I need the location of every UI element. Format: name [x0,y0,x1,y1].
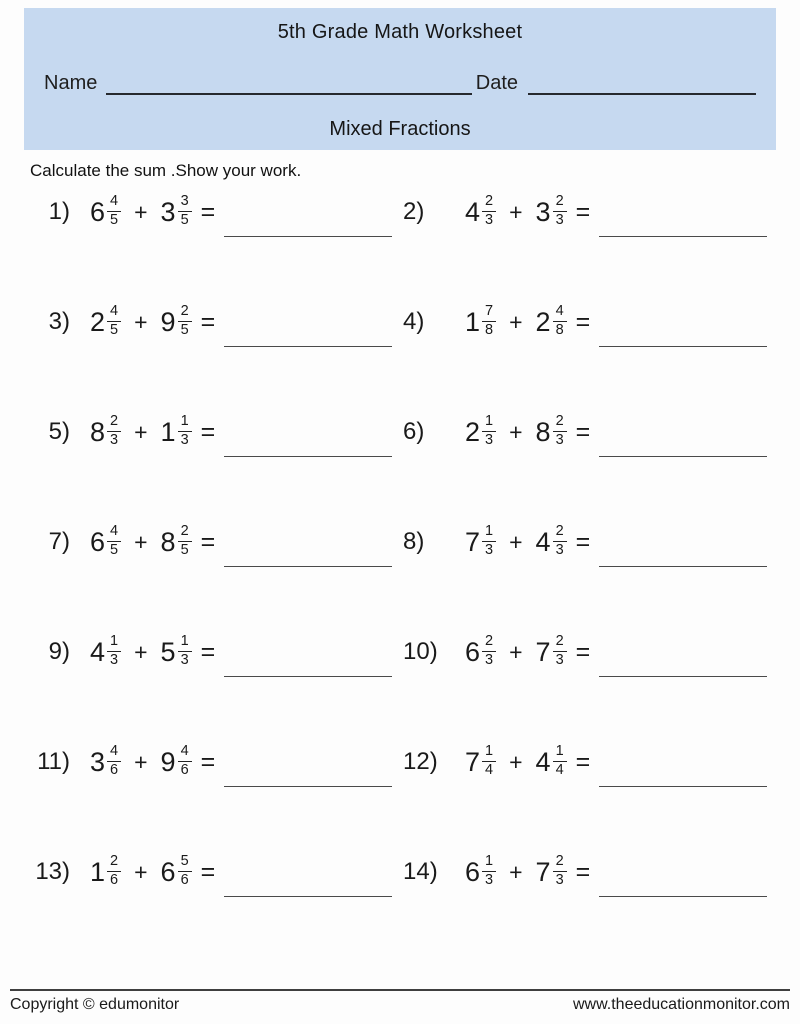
fraction-denominator: 6 [110,762,119,778]
mixed-number-second [535,412,567,449]
fraction-denominator: 5 [180,542,189,558]
problem-row-7 [18,487,403,597]
fraction-denominator: 3 [555,872,564,888]
fraction [553,524,567,558]
fraction-numerator: 2 [107,414,121,432]
fraction-numerator: 7 [482,304,496,322]
fraction-denominator: 5 [180,212,189,228]
problem-expression [90,632,392,669]
problem-expression [90,742,392,779]
problem-number: 3) [48,308,70,335]
fraction [107,854,121,888]
fraction [553,414,567,448]
fraction-denominator: 5 [110,542,119,558]
mixed-number-second [160,192,192,229]
worksheet-header [24,8,776,150]
fraction [178,414,192,448]
whole-number: 1 [90,856,106,887]
fraction [107,744,121,778]
problem-row-14 [403,817,788,927]
worksheet-subtitle: Mixed Fractions [329,118,471,140]
fraction-numerator: 4 [107,744,121,762]
plus-operator: + [134,638,148,665]
plus-operator: + [134,308,148,335]
problem-number: 4) [403,308,425,335]
fraction-numerator: 2 [553,194,567,212]
fraction [178,854,192,888]
mixed-number-second [535,852,567,889]
fraction-denominator: 8 [485,322,494,338]
fraction [178,634,192,668]
problem-expression [90,412,392,449]
fraction-numerator: 2 [553,634,567,652]
fraction-denominator: 4 [555,762,564,778]
whole-number: 7 [535,636,551,667]
mixed-number-second [535,522,567,559]
mixed-number-first [90,302,121,339]
equals-sign: = [200,417,216,446]
equals-sign: = [575,197,591,226]
fraction [553,744,567,778]
whole-number: 8 [90,416,106,447]
plus-operator: + [134,748,148,775]
fraction-denominator: 3 [555,542,564,558]
fraction [482,304,496,338]
whole-number: 4 [465,196,481,227]
fraction-denominator: 4 [485,762,494,778]
problem-number: 9) [48,638,70,665]
fraction-numerator: 4 [107,194,121,212]
fraction-numerator: 1 [482,744,496,762]
mixed-number-first [465,852,496,889]
whole-number: 6 [160,856,176,887]
fraction-numerator: 2 [482,194,496,212]
problem-row-4 [403,267,788,377]
fraction [107,524,121,558]
mixed-number-first [90,632,121,669]
fraction-denominator: 6 [110,872,119,888]
problem-expression [465,192,767,229]
problem-number: 14) [403,858,438,885]
problem-row-8 [403,487,788,597]
name-label: Name [44,72,98,94]
mixed-number-first [465,632,496,669]
problem-number: 2) [403,198,425,225]
fraction-denominator: 3 [485,652,494,668]
website-text: www.theeducationmonitor.com [573,996,790,1013]
whole-number: 9 [160,746,176,777]
answer-blank[interactable] [224,676,392,677]
fraction [107,304,121,338]
name-blank[interactable] [106,71,471,95]
name-date-row [24,71,776,95]
fraction [482,854,496,888]
equals-sign: = [200,747,216,776]
fraction-denominator: 3 [555,432,564,448]
equals-sign: = [200,637,216,666]
problem-expression [465,742,767,779]
plus-operator: + [509,858,523,885]
equals-sign: = [575,417,591,446]
problem-number: 7) [48,528,70,555]
fraction [553,854,567,888]
answer-blank[interactable] [224,346,392,347]
fraction-numerator: 2 [107,854,121,872]
fraction-numerator: 2 [553,854,567,872]
fraction-denominator: 8 [555,322,564,338]
whole-number: 6 [465,856,481,887]
equals-sign: = [575,527,591,556]
fraction-denominator: 6 [180,872,189,888]
equals-sign: = [200,197,216,226]
fraction-denominator: 3 [555,652,564,668]
mixed-number-first [465,742,496,779]
mixed-number-second [535,192,567,229]
mixed-number-second [535,742,567,779]
whole-number: 6 [465,636,481,667]
problem-row-11 [18,707,403,817]
fraction [553,194,567,228]
whole-number: 2 [90,306,106,337]
answer-blank[interactable] [224,786,392,787]
problem-number: 13) [35,858,70,885]
fraction-denominator: 3 [485,542,494,558]
problem-row-10 [403,597,788,707]
problem-number: 12) [403,748,438,775]
fraction [482,524,496,558]
fraction [178,524,192,558]
problem-row-2 [403,157,788,267]
whole-number: 4 [535,746,551,777]
whole-number: 7 [465,746,481,777]
problem-expression [465,632,767,669]
fraction-denominator: 3 [110,652,119,668]
answer-blank[interactable] [599,676,767,677]
answer-blank[interactable] [224,566,392,567]
page-footer [10,989,790,1014]
plus-operator: + [509,528,523,555]
fraction-denominator: 3 [485,432,494,448]
problems-grid [0,157,800,927]
whole-number: 3 [535,196,551,227]
whole-number: 2 [465,416,481,447]
problem-row-9 [18,597,403,707]
equals-sign: = [200,307,216,336]
mixed-number-first [90,852,121,889]
plus-operator: + [509,418,523,445]
plus-operator: + [134,198,148,225]
plus-operator: + [509,748,523,775]
fraction-numerator: 1 [482,854,496,872]
whole-number: 4 [90,636,106,667]
answer-blank[interactable] [599,896,767,897]
fraction-numerator: 1 [178,414,192,432]
fraction [107,634,121,668]
fraction [553,304,567,338]
fraction [553,634,567,668]
mixed-number-first [465,302,496,339]
problem-number: 6) [403,418,425,445]
whole-number: 8 [535,416,551,447]
problem-expression [90,522,392,559]
problem-expression [465,522,767,559]
date-label: Date [475,72,518,94]
fraction-numerator: 2 [553,524,567,542]
fraction-numerator: 1 [482,524,496,542]
problem-row-5 [18,377,403,487]
fraction-denominator: 3 [555,212,564,228]
whole-number: 1 [160,416,176,447]
fraction-numerator: 4 [178,744,192,762]
plus-operator: + [509,638,523,665]
problem-number: 5) [48,418,70,445]
fraction-numerator: 1 [107,634,121,652]
answer-blank[interactable] [599,346,767,347]
whole-number: 9 [160,306,176,337]
problem-expression [465,412,767,449]
whole-number: 8 [160,526,176,557]
fraction [482,414,496,448]
fraction-numerator: 1 [482,414,496,432]
equals-sign: = [575,637,591,666]
instruction-text: Calculate the sum .Show your work. [30,161,302,180]
plus-operator: + [134,528,148,555]
fraction-denominator: 3 [180,432,189,448]
whole-number: 1 [465,306,481,337]
problem-row-13 [18,817,403,927]
fraction-numerator: 1 [178,634,192,652]
fraction-denominator: 3 [180,652,189,668]
mixed-number-second [535,302,567,339]
fraction [482,634,496,668]
mixed-number-first [90,192,121,229]
plus-operator: + [509,308,523,335]
problem-row-1 [18,157,403,267]
fraction-numerator: 4 [553,304,567,322]
mixed-number-second [160,742,192,779]
mixed-number-first [465,412,496,449]
equals-sign: = [200,527,216,556]
whole-number: 3 [160,196,176,227]
equals-sign: = [575,307,591,336]
fraction-denominator: 6 [180,762,189,778]
mixed-number-first [465,522,496,559]
fraction-numerator: 4 [107,524,121,542]
problem-number: 10) [403,638,438,665]
worksheet-title: 5th Grade Math Worksheet [277,21,523,43]
mixed-number-second [160,412,192,449]
whole-number: 6 [90,526,106,557]
problem-expression [90,852,392,889]
answer-blank[interactable] [599,456,767,457]
mixed-number-second [160,632,192,669]
fraction-denominator: 5 [180,322,189,338]
answer-blank[interactable] [224,236,392,237]
plus-operator: + [134,418,148,445]
problem-row-6 [403,377,788,487]
mixed-number-first [90,522,121,559]
fraction-denominator: 3 [110,432,119,448]
fraction-numerator: 2 [553,414,567,432]
plus-operator: + [509,198,523,225]
fraction-numerator: 5 [178,854,192,872]
plus-operator: + [134,858,148,885]
mixed-number-first [90,742,121,779]
problem-expression [90,302,392,339]
problem-row-3 [18,267,403,377]
mixed-number-first [465,192,496,229]
fraction-denominator: 3 [485,872,494,888]
date-blank[interactable] [528,71,756,95]
fraction [107,194,121,228]
fraction-numerator: 1 [553,744,567,762]
fraction [482,194,496,228]
copyright-text: Copyright © edumonitor [10,996,180,1013]
fraction-numerator: 2 [178,524,192,542]
answer-blank[interactable] [599,786,767,787]
fraction-numerator: 4 [107,304,121,322]
fraction [178,194,192,228]
problem-row-12 [403,707,788,817]
equals-sign: = [200,857,216,886]
fraction [178,744,192,778]
problem-expression [465,302,767,339]
whole-number: 3 [90,746,106,777]
whole-number: 7 [465,526,481,557]
whole-number: 5 [160,636,176,667]
fraction-numerator: 3 [178,194,192,212]
fraction [107,414,121,448]
fraction-denominator: 3 [485,212,494,228]
mixed-number-second [160,852,192,889]
fraction-denominator: 5 [110,322,119,338]
mixed-number-second [535,632,567,669]
whole-number: 2 [535,306,551,337]
problem-expression [90,192,392,229]
fraction-denominator: 5 [110,212,119,228]
problem-expression [465,852,767,889]
fraction-numerator: 2 [178,304,192,322]
equals-sign: = [575,747,591,776]
whole-number: 4 [535,526,551,557]
whole-number: 6 [90,196,106,227]
answer-blank[interactable] [224,456,392,457]
mixed-number-second [160,522,192,559]
answer-blank[interactable] [599,566,767,567]
fraction-numerator: 2 [482,634,496,652]
problem-number: 8) [403,528,425,555]
equals-sign: = [575,857,591,886]
problem-number: 1) [48,198,70,225]
mixed-number-first [90,412,121,449]
problem-number: 11) [37,748,70,775]
whole-number: 7 [535,856,551,887]
fraction [482,744,496,778]
fraction [178,304,192,338]
answer-blank[interactable] [224,896,392,897]
answer-blank[interactable] [599,236,767,237]
mixed-number-second [160,302,192,339]
